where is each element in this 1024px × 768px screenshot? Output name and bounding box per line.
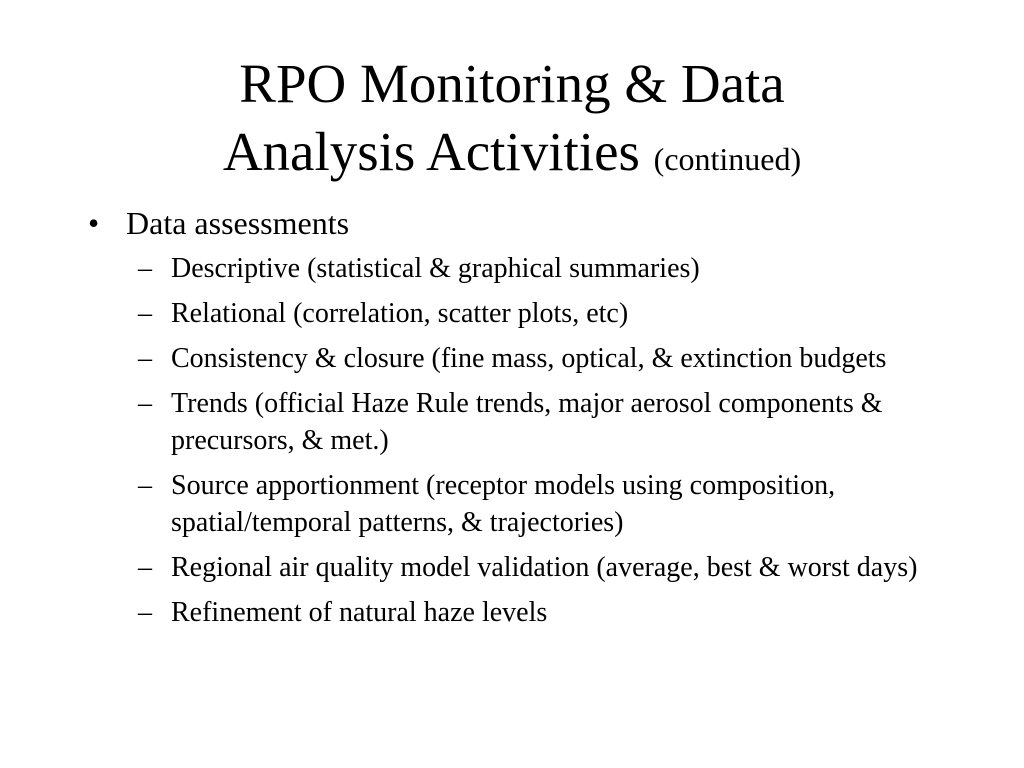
sub-bullet-marker: – [138, 470, 152, 501]
sub-bullet-item [88, 594, 958, 631]
title-suffix: (continued) [653, 141, 802, 177]
sub-bullet-item [88, 295, 958, 332]
title-line-1: RPO Monitoring & Data [239, 53, 785, 114]
bullet-marker: • [88, 205, 100, 241]
slide-body [88, 203, 958, 639]
sub-bullet-text: Descriptive (statistical & graphical summaries) [171, 253, 700, 284]
sub-bullet-item [88, 250, 958, 287]
sub-bullet-list [88, 250, 958, 631]
sub-bullet-text: Consistency & closure (fine mass, optical, & extinction budgets [171, 343, 887, 374]
sub-bullet-item [88, 549, 958, 586]
sub-bullet-marker: – [138, 597, 152, 628]
sub-bullet-marker: – [138, 552, 152, 583]
sub-bullet-item [88, 340, 958, 377]
sub-bullet-marker: – [138, 253, 152, 284]
bullet-item [88, 203, 958, 243]
title-line-2 [40, 118, 984, 193]
sub-bullet-text: Relational (correlation, scatter plots, etc) [171, 298, 629, 329]
sub-bullet-text: Trends (official Haze Rule trends, major aerosol components & precursors, & met.) [171, 388, 883, 456]
sub-bullet-item [88, 467, 958, 541]
sub-bullet-text: Refinement of natural haze levels [171, 597, 548, 628]
sub-bullet-text: Regional air quality model validation (average, best & worst days) [171, 552, 918, 583]
title-line-2-text: Analysis Activities [222, 121, 640, 182]
bullet-text: Data assessments [126, 205, 350, 241]
slide-title [40, 50, 984, 193]
sub-bullet-text: Source apportionment (receptor models using composition, spatial/temporal patterns, & trajectories) [171, 470, 836, 538]
sub-bullet-marker: – [138, 298, 152, 329]
sub-bullet-marker: – [138, 388, 152, 419]
sub-bullet-item [88, 385, 958, 459]
sub-bullet-marker: – [138, 343, 152, 374]
